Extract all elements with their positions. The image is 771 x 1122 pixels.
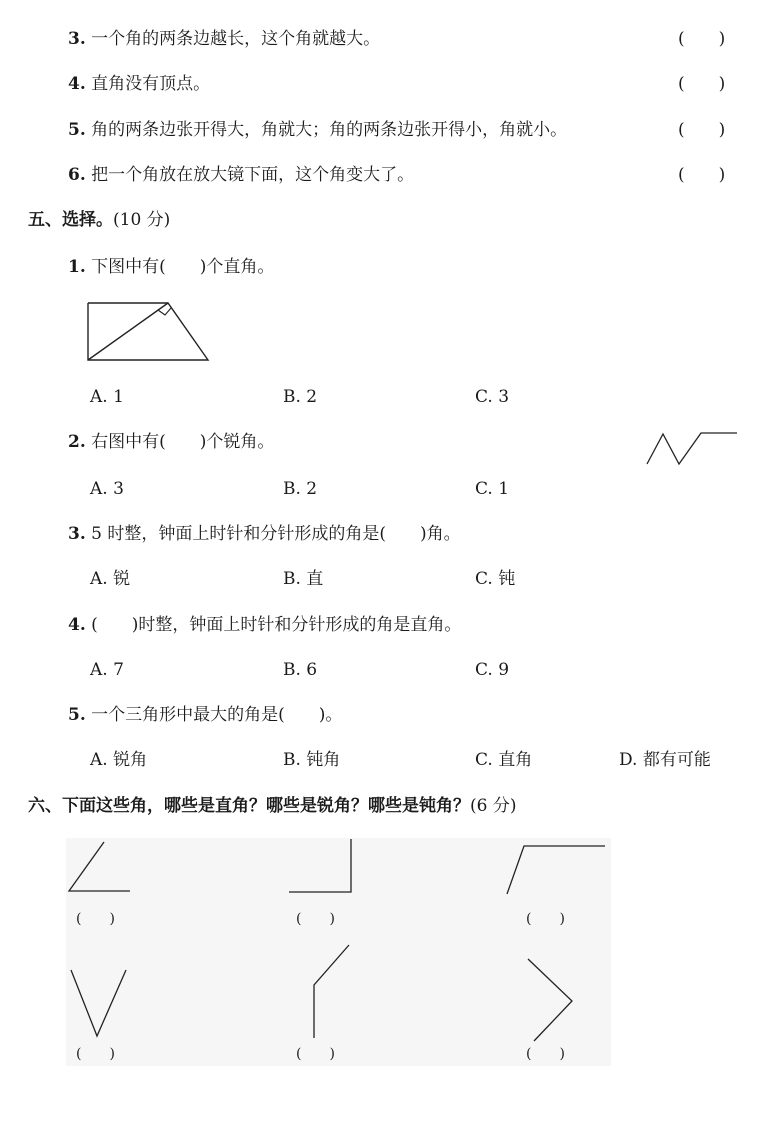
option-b[interactable]: B. 6 xyxy=(283,660,318,680)
item-text: 右图中有( )个锐角。 xyxy=(91,432,275,452)
section-score: (10 分) xyxy=(113,210,171,230)
angle-answer-6[interactable]: ( ) xyxy=(526,1046,565,1062)
item-text: 一个三角形中最大的角是( )。 xyxy=(91,705,343,725)
section-title: 五、选择。 xyxy=(28,210,113,230)
option-d[interactable]: D. 都有可能 xyxy=(619,750,711,770)
angle-figure-2 xyxy=(286,836,358,898)
option-c[interactable]: C. 9 xyxy=(475,660,510,680)
item-text: 下图中有( )个直角。 xyxy=(91,257,275,277)
angle-figure-4 xyxy=(66,966,132,1040)
mc-question-5 xyxy=(68,704,342,726)
section-score: (6 分) xyxy=(470,796,517,816)
answer-blank[interactable]: ( ) xyxy=(678,74,726,94)
angle-figure-3 xyxy=(504,840,608,898)
tf-item-6 xyxy=(68,164,414,186)
option-c[interactable]: C. 直角 xyxy=(475,750,533,770)
item-number: 5. xyxy=(68,120,86,140)
angle-figure-5 xyxy=(305,942,355,1042)
answer-blank[interactable]: ( ) xyxy=(678,29,726,49)
angle-answer-4[interactable]: ( ) xyxy=(76,1046,115,1062)
section-title: 六、下面这些角，哪些是直角？哪些是锐角？哪些是钝角？ xyxy=(28,796,470,816)
tf-item-4 xyxy=(68,73,210,95)
zigzag-figure xyxy=(643,428,739,468)
item-text: 一个角的两条边越长，这个角就越大。 xyxy=(91,29,381,49)
item-number: 1. xyxy=(68,257,86,277)
option-b[interactable]: B. 钝角 xyxy=(283,750,341,770)
tf-item-5 xyxy=(68,119,567,141)
item-number: 5. xyxy=(68,705,86,725)
item-text: 直角没有顶点。 xyxy=(91,74,211,94)
angle-figure-1 xyxy=(66,838,136,898)
option-a[interactable]: A. 3 xyxy=(90,479,124,499)
item-number: 6. xyxy=(68,165,86,185)
mc-question-1 xyxy=(68,256,274,278)
option-a[interactable]: A. 7 xyxy=(90,660,124,680)
item-text: 角的两条边张开得大，角就大；角的两条边张开得小，角就小。 xyxy=(91,120,568,140)
option-c[interactable]: C. 钝 xyxy=(475,569,516,589)
angle-answer-3[interactable]: ( ) xyxy=(526,911,565,927)
option-c[interactable]: C. 1 xyxy=(475,479,510,499)
mc-question-4 xyxy=(68,614,461,636)
item-number: 3. xyxy=(68,524,86,544)
tf-item-3 xyxy=(68,28,380,50)
option-c[interactable]: C. 3 xyxy=(475,387,510,407)
answer-blank[interactable]: ( ) xyxy=(678,165,726,185)
angle-figure-6 xyxy=(522,955,578,1045)
mc-question-3 xyxy=(68,523,461,545)
item-number: 4. xyxy=(68,74,86,94)
option-a[interactable]: A. 锐 xyxy=(90,569,131,589)
item-number: 4. xyxy=(68,615,86,635)
trapezoid-figure xyxy=(82,298,214,364)
option-a[interactable]: A. 1 xyxy=(90,387,124,407)
angle-answer-5[interactable]: ( ) xyxy=(296,1046,335,1062)
section-6-heading xyxy=(28,795,516,817)
option-b[interactable]: B. 2 xyxy=(283,387,318,407)
answer-blank[interactable]: ( ) xyxy=(678,120,726,140)
item-text: 5 时整，钟面上时针和分针形成的角是( )角。 xyxy=(91,524,461,544)
mc-question-2 xyxy=(68,431,274,453)
option-b[interactable]: B. 2 xyxy=(283,479,318,499)
option-a[interactable]: A. 锐角 xyxy=(90,750,148,770)
item-number: 3. xyxy=(68,29,86,49)
item-number: 2. xyxy=(68,432,86,452)
section-5-heading xyxy=(28,209,170,231)
item-text: ( )时整，钟面上时针和分针形成的角是直角。 xyxy=(91,615,462,635)
item-text: 把一个角放在放大镜下面，这个角变大了。 xyxy=(91,165,415,185)
angle-answer-1[interactable]: ( ) xyxy=(76,911,115,927)
option-b[interactable]: B. 直 xyxy=(283,569,324,589)
angle-answer-2[interactable]: ( ) xyxy=(296,911,335,927)
